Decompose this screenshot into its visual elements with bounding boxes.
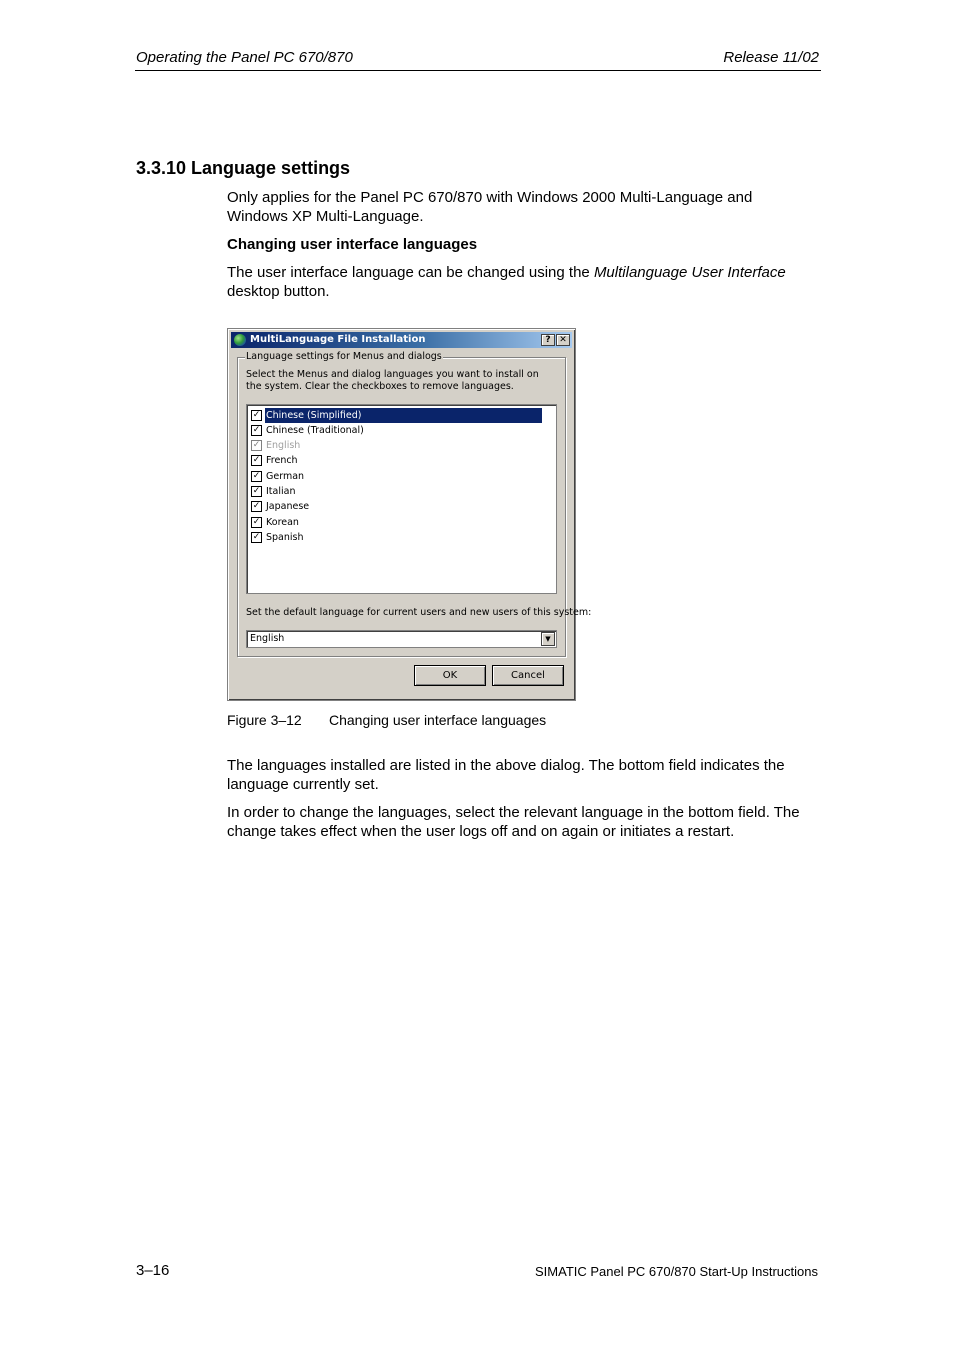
footer-doc-title: SIMATIC Panel PC 670/870 Start-Up Instructions: [535, 1264, 818, 1279]
page-number: 3–16: [136, 1262, 170, 1279]
dialog-titlebar[interactable]: [231, 332, 572, 348]
intro-paragraph: Only applies for the Panel PC 670/870 with Windows 2000 Multi-Language and Windows XP Multi-Language.: [227, 189, 753, 225]
default-language-value: English: [250, 633, 285, 644]
language-label: Chinese (Simplified): [265, 408, 542, 423]
checkbox-checked-icon[interactable]: ✓: [252, 532, 261, 542]
language-item: [250, 438, 542, 453]
header-rule: [135, 70, 821, 71]
section-heading: 3.3.10 Language settings: [136, 158, 351, 178]
subheading: Changing user interface languages: [227, 236, 478, 253]
checkbox-checked-icon[interactable]: ✓: [252, 455, 261, 465]
close-button[interactable]: ✕: [556, 334, 570, 346]
checkbox-checked-icon[interactable]: ✓: [252, 425, 261, 435]
language-settings-group: [237, 351, 592, 657]
globe-icon: [234, 334, 246, 346]
body-paragraph: [227, 264, 807, 301]
chevron-down-icon[interactable]: ▼: [541, 632, 555, 646]
checkbox-checked-icon[interactable]: ✓: [252, 486, 261, 496]
body-text-italic: Multilanguage User Interface: [593, 264, 786, 281]
figure-number: Figure 3–12: [227, 712, 302, 728]
language-label: Japanese: [266, 501, 310, 512]
language-listbox[interactable]: [246, 404, 557, 594]
cancel-button[interactable]: Cancel: [492, 665, 564, 686]
language-item[interactable]: [250, 484, 542, 499]
language-item[interactable]: [250, 499, 542, 514]
language-label: Korean: [266, 517, 299, 528]
language-item[interactable]: [250, 469, 542, 484]
running-header-title: Operating the Panel PC 670/870: [136, 49, 353, 66]
language-label: Chinese (Traditional): [266, 425, 364, 436]
checkbox-checked-icon[interactable]: ✓: [252, 471, 261, 481]
body-text-pre: The user interface language can be changed using the: [227, 264, 594, 281]
help-button[interactable]: ?: [541, 334, 555, 346]
checkbox-checked-icon[interactable]: ✓: [252, 517, 261, 527]
default-language-label: Set the default language for current users and new users of this system:: [246, 607, 592, 618]
default-language-select[interactable]: [246, 630, 557, 648]
language-label: Spanish: [266, 532, 304, 543]
body-text-post: desktop button.: [227, 282, 330, 300]
language-item[interactable]: [250, 515, 542, 530]
checkbox-checked-icon[interactable]: ✓: [252, 410, 261, 420]
figure-caption: Changing user interface languages: [329, 712, 547, 728]
language-label: English: [266, 440, 301, 451]
explanation-paragraph-1: The languages installed are listed in the above dialog. The bottom field indicates the language currently set.: [227, 757, 785, 793]
language-item[interactable]: [250, 530, 542, 545]
explanation-paragraph-2: In order to change the languages, select the relevant language in the bottom field. The change takes effect when the user logs off and on again or initiates a restart.: [227, 804, 800, 840]
ok-button[interactable]: OK: [414, 665, 486, 686]
group-label: Language settings for Menus and dialogs: [246, 351, 442, 362]
checkbox-checked-icon[interactable]: ✓: [252, 501, 261, 511]
group-info-text: Select the Menus and dialog languages you want to install on the system. Clear the checkboxes to remove languages.: [246, 369, 539, 392]
dialog-title: MultiLanguage File Installation: [250, 334, 426, 345]
running-header-release: Release 11/02: [723, 49, 819, 66]
language-item[interactable]: [250, 408, 542, 423]
language-label: Italian: [266, 486, 296, 497]
language-label: German: [266, 471, 305, 482]
language-item[interactable]: [250, 423, 542, 438]
checkbox-checked-icon: ✓: [252, 440, 261, 450]
language-label: French: [266, 455, 298, 466]
multilanguage-dialog: [227, 328, 592, 701]
language-item[interactable]: [250, 453, 542, 468]
